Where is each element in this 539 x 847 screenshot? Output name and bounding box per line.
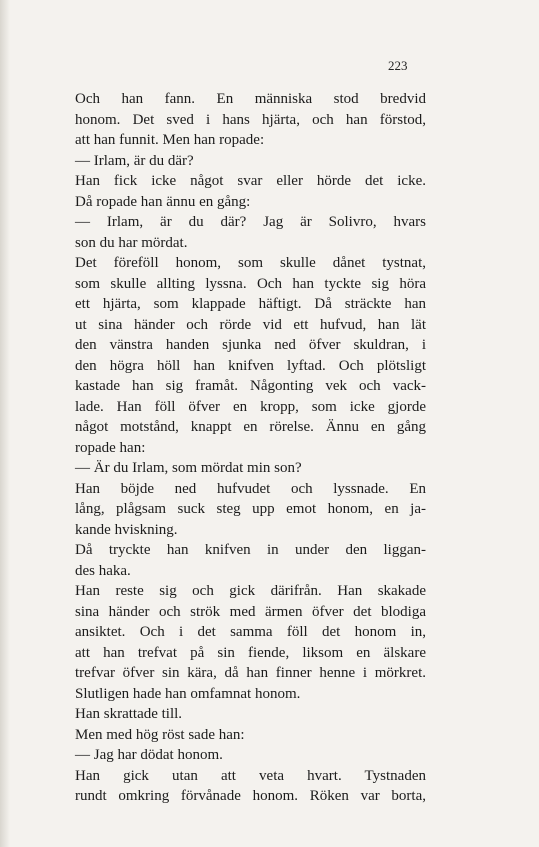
page-number: 223 xyxy=(388,58,408,73)
text-line: sina händer och strök med ärmen öfver det blodiga xyxy=(75,603,426,620)
text-line: son du har mördat. xyxy=(75,234,188,251)
text-line: honom. Det sved i hans hjärta, och han förstod, xyxy=(75,111,426,128)
text-line: ansiktet. Och i det samma föll det honom in, xyxy=(75,624,426,640)
text-line: ropade han: xyxy=(75,439,146,456)
text-line: Och han fann. En människa stod bredvid xyxy=(75,91,426,107)
text-line: som skulle allting lyssna. Och han tyckte sig höra xyxy=(75,275,426,292)
text-line: Det föreföll honom, som skulle dånet tystnat, xyxy=(75,255,426,271)
text-line: något motstånd, knappt en rörelse. Ännu en gång xyxy=(75,419,426,435)
text-line: — Irlam, är du där? xyxy=(75,152,194,169)
text-line: ut sina händer och rörde vid ett hufvud, han lät xyxy=(75,316,426,333)
text-line: ett hjärta, som klappade häftigt. Då sträckte han xyxy=(75,296,426,312)
text-line: Slutligen hade han omfamnat honom. xyxy=(75,685,301,702)
text-line: rundt omkring förvånade honom. Röken var borta, xyxy=(75,788,426,804)
page-edge-shadow xyxy=(0,0,10,847)
text-line: Men med hög röst sade han: xyxy=(75,726,245,743)
text-line: den högra höll han knifven lyftad. Och plötsligt xyxy=(75,357,426,374)
text-line: — Irlam, är du där? Jag är Solivro, hvars xyxy=(75,214,426,230)
text-line: Han fick icke något svar eller hörde det icke. xyxy=(75,173,426,189)
text-line: des haka. xyxy=(75,562,131,579)
body-text xyxy=(75,89,426,807)
text-line: att han trefvat på sin fiende, liksom en älskare xyxy=(75,644,426,661)
text-line: att han funnit. Men han ropade: xyxy=(75,132,265,148)
text-line: — Är du Irlam, som mördat min son? xyxy=(75,460,302,476)
text-line: lade. Han föll öfver en kropp, som icke gjorde xyxy=(75,398,426,415)
text-line: Han skrattade till. xyxy=(75,706,183,722)
text-line: lång, plågsam suck steg upp emot honom, en ja- xyxy=(75,501,426,517)
text-line: Han reste sig och gick därifrån. Han skakade xyxy=(75,583,426,599)
text-line: — Jag har dödat honom. xyxy=(75,747,223,763)
text-line: Då tryckte han knifven in under den liggan- xyxy=(75,542,426,558)
text-line: trefvar öfver sin kära, då han finner henne i mörkret. xyxy=(75,665,426,681)
text-line: Han böjde ned hufvudet och lyssnade. En xyxy=(75,480,426,497)
text-line: kastade han sig framåt. Någonting vek och vack- xyxy=(75,378,426,394)
text-line: Han gick utan att veta hvart. Tystnaden xyxy=(75,767,426,784)
text-line: den vänstra handen sjunka ned öfver skuldran, i xyxy=(75,337,426,353)
text-line: Då ropade han ännu en gång: xyxy=(75,193,251,210)
text-line: kande hviskning. xyxy=(75,521,178,538)
